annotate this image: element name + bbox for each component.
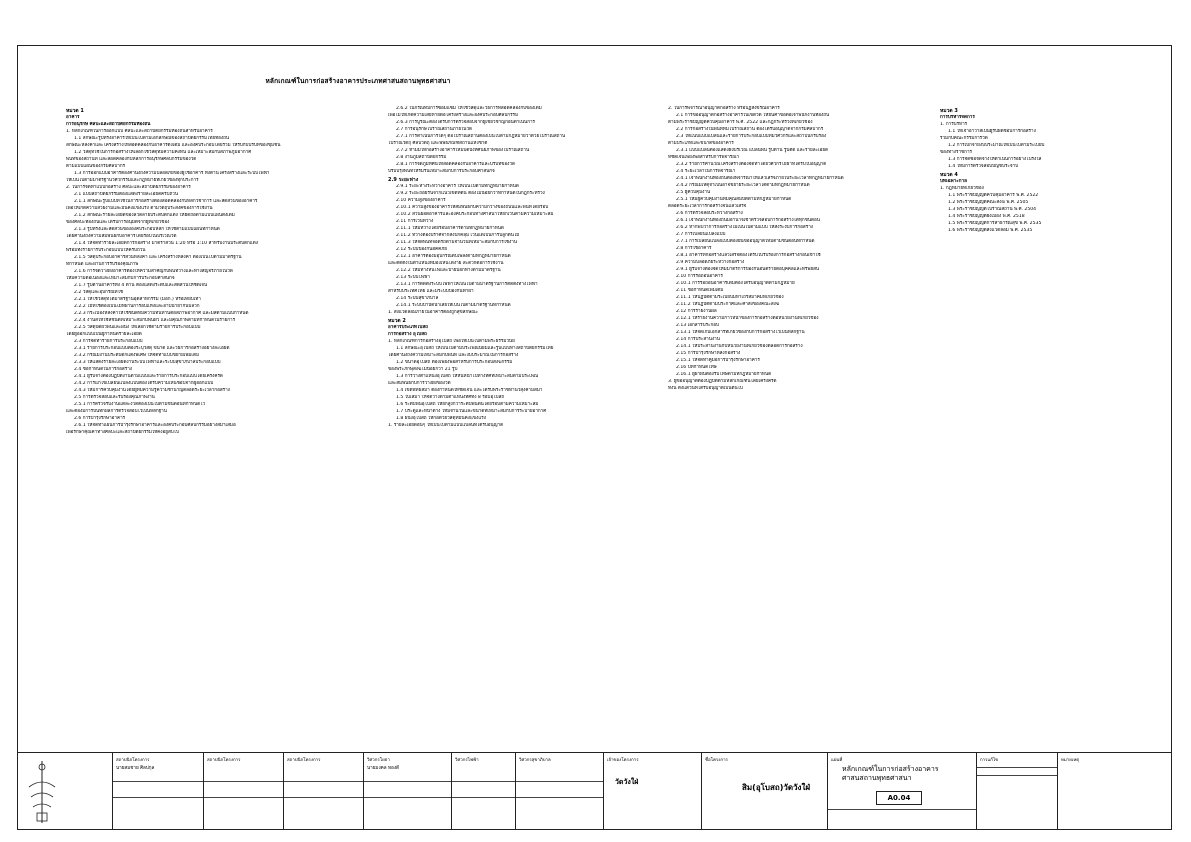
text-line: โดยคำนึงถึงความเหมาะสมกับพื้นที่ และงบประมาณในการก่อสร้าง (388, 353, 519, 359)
text-line: โดยคำนึงถึงความสัมพันธ์กับอาคารโดยรอบในบริเวณวัด (66, 234, 177, 239)
sheet-title: หลักเกณฑ์ในการก่อสร้างอาคาร ศาสนสถานพุทธศาสนา (842, 765, 939, 782)
text-line: 2.14 ระบบสุขาภิบาล (396, 296, 439, 302)
text-line: 2.3.3 ให้แสดงรายละเอียดงานระบบไฟฟ้าและระบบสุขาภิบาลประกอบแบบ (74, 360, 221, 365)
drawing-sheet (17, 45, 1172, 830)
text-line: ตามแบบแผนของกรมศิลปากร (66, 164, 126, 169)
text-line: 1.1 ลักษณะรูปทรงอาคารให้เป็นไปตามเอกลักษณ์ของสถาปัตยกรรมไทยท้องถิ่น (74, 136, 230, 141)
text-line: 1. หลักเกณฑ์การก่อสร้างอุโบสถ เพื่อให้เป็นไปตามพระธรรมวินัย (388, 339, 515, 345)
text-line: 2.8.1 การจัดภูมิทัศน์ให้สอดคล้องกับอาคารและบริบทของวัด (396, 162, 515, 167)
text-line: เพื่อให้เกิดความสวยงามและมั่นคงแข็งแรง ตามวัตถุประสงค์ของการใช้งาน (66, 206, 213, 211)
text-line: 2.11.1 ให้มีที่ว่างโดยรอบอาคารตามที่กฎหมายกำหนด (396, 226, 504, 232)
text-line: พร้อมทั้งรายการประกอบแบบให้ครบถ้วน (66, 248, 146, 253)
notes-cell: หมายเหตุ (1057, 753, 1172, 830)
text-line: 2.5.1 การตรวจรับงานแต่ละงวดต้องเป็นไปตามขั้นตอนที่กำหนดไว้ (74, 402, 206, 407)
text-column-3 (668, 106, 938, 393)
project-name: สิม(อุโบสถ)วัดวังใฝ่ (742, 783, 811, 792)
text-line: ที่ชัดเจนเพียงพอสำหรับการพิจารณา (668, 155, 740, 160)
text-line: 2.10 การรื้อถอนอาคาร (676, 274, 723, 279)
text-line: 2.9 ความปลอดภัยระหว่างก่อสร้าง (676, 260, 745, 265)
section-heading: หมวด 1 (66, 108, 84, 114)
text-line: 2.6.1 ให้จัดทำแผนการบำรุงรักษาอาคารและองค์ประกอบศิลปกรรมอย่างสม่ำเสมอ (74, 423, 236, 428)
text-line: 2.11.3 ให้จัดพื้นที่จอดรถตามจำนวนที่เหมาะสมกับการใช้งาน (396, 240, 518, 246)
section-heading: หมวด 2 (388, 318, 406, 325)
text-line: 1.6 พระราชบัญญัติสิ่งแวดล้อม พ.ศ. 2535 (948, 228, 1033, 234)
text-line: 1.4 ให้มีการตรวจสอบบัญชีประจำปี (948, 164, 1019, 169)
text-line: 2.7.1 การเปลี่ยนแปลงแบบต้องยื่นขออนุญาตใหม่ตามขั้นตอนที่กำหนด (676, 239, 815, 244)
text-line: 2.9.2 ระยะถอยร่นจากแนวเขตที่ดิน ต้องไม่น้อยกว่าที่กำหนดในกฎกระทรวง (396, 191, 545, 197)
text-line: 1.3 การออกแบบอาคารต้องคำนึงถึงความปลอดภัยของผู้ใช้อาคาร ทั้งด้านโครงสร้างและระบบไฟฟ้า (74, 171, 270, 176)
text-line: 2.5 การตรวจสอบและรับรองคุณภาพงาน (74, 395, 155, 400)
text-line: 2.15 การบำรุงรักษาหลังก่อสร้าง (676, 351, 741, 356)
text-line: 1.1 ลักษณะอุโบสถ ให้เป็นไปตามประเพณีนิยมและรูปแบบทางสถาปัตยกรรมไทย (396, 346, 554, 352)
text-line: 2.8.1 อาคารที่ก่อสร้างแล้วเสร็จต้องได้รับใบรับรองการก่อสร้างก่อนเข้าใช้ (676, 253, 821, 258)
text-line: 2.11.2 ให้ปฏิบัติตามประกาศและคำสั่งของคณะสงฆ์ (676, 302, 780, 307)
text-line: 2.2 การก่อสร้างในพื้นที่ที่มีโบราณสถาน ต้องได้รับอนุญาตจากกรมศิลปากร (676, 127, 824, 132)
text-line: 2.11.2 ที่ว่างต้องปราศจากสิ่งปกคลุม เว้นแต่เป็นการปลูกต้นไม้ (396, 233, 520, 239)
text-line: ให้เป็นไปตามมาตรฐานวิศวกรรมและกฎหมายที่เกี่ยวข้องทุกประการ (66, 178, 199, 183)
title-block (17, 752, 1172, 830)
text-line: 1.2 พระราชบัญญัติคณะสงฆ์ พ.ศ. 2505 (948, 200, 1029, 206)
section-heading: หมวด 3 (940, 108, 958, 114)
text-line: ลักษณะหลังคาและโครงสร้างให้สอดคล้องกับอาคารดั้งเดิม และองค์ประกอบโดยรวม ให้รับกับบริบทของชุมชน (66, 143, 281, 148)
text-line: 2.13.1 ให้จัดเก็บเอกสารที่เกี่ยวข้องกับการก่อสร้างไว้เป็นหลักฐาน (676, 330, 805, 335)
text-line: 2.10.2 ส่วนยอดอาคารและองค์ประกอบทางศาสนาให้ยกเว้นตามความเหมาะสม (396, 212, 554, 218)
text-line: 1.7 ประตูและหน้าต่าง ให้มีจำนวนและขนาดที่เหมาะสมกับการระบายอากาศ (396, 409, 547, 415)
text-line: 2.6 การตรวจสอบระหว่างก่อสร้าง (676, 211, 743, 216)
emblem-icon (21, 757, 63, 827)
text-line: อาคาร (66, 115, 80, 120)
text-line: ตามพระราชบัญญัติควบคุมอาคาร พ.ศ. 2522 และกฎกระทรวงที่เกี่ยวข้อง (668, 120, 813, 125)
text-line: ที่กำหนด และผ่านการรับรองคุณภาพ (66, 262, 139, 267)
text-line: 2.16.1 ผู้ฝ่าฝืนต้องรับโทษตามที่กฎหมายกำหนด (676, 372, 772, 377)
tb-cell-6: วิศวกรสุขาภิบาล (515, 753, 603, 830)
text-line: 1.2 การเบิกจ่ายงบประมาณให้เป็นไปตามระเบียบ (948, 143, 1045, 148)
text-line: 2.9.1 ระยะห่างระหว่างอาคาร ให้เป็นไปตามที่กฎหมายกำหนด (396, 184, 519, 190)
text-line: 2. ในการจัดทำแบบก่อสร้าง ศิลปะและสถาปัตยกรรมของอาคาร (66, 185, 191, 190)
text-line: โบราณวัตถุ ศิลปวัตถุ และพิพิธภัณฑสถานแห่งชาติ (388, 141, 488, 146)
text-line: ของทางราชการ (940, 150, 972, 155)
text-line: 2.1.5 วัสดุประกอบอาคารส่วนหลังคา และโครงสร้างหลังคา ต้องเป็นไปตามมาตรฐาน (74, 255, 242, 260)
text-line: ร่วมกับคณะกรรมการวัด (940, 136, 988, 141)
text-line: 2.14 การประสานงาน (676, 337, 720, 342)
text-line: และติดตั้งในตำแหน่งที่มองเห็นได้ง่าย สะดวกต่อการใช้งาน (388, 261, 504, 267)
tb-cell-5: วิศวกรไฟฟ้า (451, 753, 515, 830)
page-title: หลักเกณฑ์ในการก่อสร้างอาคารประเภทศาสนสถานพุทธศาสนา (265, 77, 451, 85)
section-heading: หมวด 4 (940, 172, 958, 179)
text-line: และสัมพันธ์กับการวางผังของวัด (388, 381, 451, 387)
text-line: 1.6 ระดับพื้นอุโบสถ ให้ยกสูงกว่าระดับพื้นดินโดยรอบตามความเหมาะสม (396, 402, 539, 408)
text-line: โดยผู้ออกแบบเป็นผู้กำหนดรายละเอียด (66, 332, 142, 337)
text-line: และต้องมีการบันทึกผลการตรวจสอบไว้เป็นหลักฐาน (66, 409, 167, 414)
text-line: 2.8 การใช้อาคาร (676, 246, 712, 251)
text-line: 2.13 เอกสารประกอบ (676, 323, 719, 328)
text-line: 2.3 การจัดทำรายการประกอบแบบ (74, 339, 143, 344)
text-line: 2.3 ให้แนบแบบแปลนและรายการประกอบแบบที่มีวิศวกรและสถาปนิกรับรอง (676, 134, 827, 139)
text-line: 1.8 ผนังอุโบสถ ให้ก่อด้วยวัสดุที่มั่นคงแข็งแรง (396, 416, 486, 422)
text-line: 2.4.2 การแก้ไขเปลี่ยนแปลงแบบต้องได้รับความเห็นชอบจากผู้ออกแบบ (74, 381, 214, 386)
text-line: การก่อสร้าง อุโบสถ (388, 332, 427, 338)
text-line: 2.15.1 ให้จัดทำคู่มือการบำรุงรักษาอาคาร (676, 358, 760, 363)
text-line: การอนุรักษ์ ศิลปะและสถาปัตยกรรมท้องถิ่น (66, 122, 151, 127)
text-line: 2.13.1 การติดตั้งระบบไฟฟ้าให้เป็นไปตามมาตรฐานการติดตั้งทางไฟฟ้า (396, 282, 538, 288)
text-line: ให้มีความต่อเนื่องและเหมาะสมกับการประกอบศาสนกิจ (66, 276, 175, 281)
tb-cell-2: สถาปนิกโครงการ (203, 753, 283, 830)
section-heading: 2.9 ระยะห่าง (388, 177, 419, 184)
text-line: 1. หลักเกณฑ์ในการออกแบบ ศิลปะและสถาปัตยกรรมท้องถิ่นสำหรับอาคาร (66, 129, 213, 134)
text-line: 2.3.2 กรณีมีงานประดับตกแต่งพิเศษ ให้จัดทำแบบขยายเพิ่มเติม (74, 353, 200, 358)
text-line: 2.2.5 วัสดุปิดผิวพื้นและผนัง ให้เลือกใช้ตามรายการประกอบแบบ (74, 325, 201, 330)
text-line: 2.6.2 หากพบว่าการก่อสร้างไม่เป็นไปตามแบบ ให้สั่งระงับการก่อสร้าง (676, 225, 814, 230)
text-line: 2.11 การเว้นที่ว่าง (396, 219, 434, 225)
text-line: 2.4.1 เจ้าพนักงานท้องถิ่นต้องพิจารณาให้แล้วเสร็จภายในระยะเวลาที่กฎหมายกำหนด (676, 176, 844, 181)
project-cell: ชื่อโครงการ สิม(อุโบสถ)วัดวังใฝ่ (701, 753, 827, 830)
text-line: 3. ผู้ขออนุญาตต้องปฏิบัติตามหลักเกณฑ์นี้โดยเคร่งครัด (668, 379, 777, 384)
text-line: เพื่อไม่ให้เกิดความเสียหายต่อโครงสร้างและองค์ประกอบศิลปกรรม (388, 113, 519, 118)
text-line: 2.4 ข้อกำหนดในการก่อสร้าง (74, 367, 133, 372)
text-line: 1.2 ขนาดอุโบสถ ต้องเพียงพอสำหรับการประกอบสังฆกรรม (396, 360, 513, 366)
text-line: 1.2 วัสดุที่ใช้ในการก่อสร้างให้เลือกใช้วัสดุที่มีความคงทน และเหมาะสมกับสภาพภูมิอากาศ (74, 150, 252, 155)
text-line: 1.1 พระราชบัญญัติควบคุมอาคาร พ.ศ. 2522 (948, 193, 1039, 199)
text-line: อาคารประเภทโบสถ์ (388, 325, 428, 331)
text-line: 2.1 แบบสถาปัตยกรรมต้องแสดงรายละเอียดครบถ้วน (74, 192, 179, 197)
text-line: 2.6.1 เจ้าพนักงานท้องถิ่นมีอำนาจเข้าตรวจสอบการก่อสร้างได้ทุกขั้นตอน (676, 218, 820, 223)
text-line: 1.1 ให้เจ้าอาวาสเป็นผู้รับผิดชอบการก่อสร้าง (948, 129, 1036, 134)
text-line: 2.10 ความสูงของอาคาร (396, 198, 446, 204)
text-line: 1.4 พระราชบัญญัติผังเมือง พ.ศ. 2518 (948, 214, 1025, 220)
text-line: 1.5 ใบเสมา ให้จัดวางตามตำแหน่งทิศทั้ง 8 รอบอุโบสถ (396, 395, 505, 401)
text-line: ตามประเภทและขนาดของอาคาร (668, 141, 734, 146)
text-line: 2.1.6 การจัดวางผังอาคารต้องให้ความสำคัญกับพื้นที่ว่างและทางสัญจรภายในวัด (74, 269, 233, 274)
text-line: 2.7.2 ห้ามมิให้ก่อสร้างอาคารใหม่บดบังทัศนียภาพของโบราณสถาน (396, 148, 530, 153)
temple-name: วัดวังใฝ่ (615, 778, 639, 786)
text-line: 2.2.4 งานสีให้ใช้สีชนิดที่เหมาะสมกับพื้นผิว และมีคุณภาพตามที่กำหนดในรายการ (74, 318, 236, 323)
text-line: ปรับปรุงพื้นที่ให้ร่มรื่นเหมาะสมกับการประกอบศาสนกิจ (388, 169, 495, 174)
tb-cell-3: สถาปนิกโครงการ (283, 753, 363, 830)
text-line: 1.3 การวางตำแหน่งอุโบสถ ให้หันหน้าไปทางทิศที่เหมาะสมตามประเพณี (396, 374, 539, 380)
text-line: บทเฉพาะกาล (940, 179, 967, 185)
text-line: 2.11.1 ให้ปฏิบัติตามระเบียบมหาเถรสมาคมที่เกี่ยวข้อง (676, 295, 784, 300)
text-line: 2.2.2 ไม้ที่ใช้ต้องเป็นไม้ที่ผ่านการอบแห้งและอาบน้ำยากันปลวก (74, 304, 200, 309)
sheet-code: A0.04 (876, 791, 922, 805)
text-line: ทั้งนี้ ตั้งแต่วันที่ได้รับอนุญาตเป็นต้นไป (668, 386, 743, 391)
sheet-title-cell: แผ่นที่ หลักเกณฑ์ในการก่อสร้างอาคาร ศาสนสถานพุทธศาสนา A0.04 (827, 753, 976, 830)
text-line: 2.10.1 การรื้อถอนอาคารเดิมต้องได้รับอนุญาตตามกฎหมาย (676, 281, 795, 286)
text-line: ตลอดระยะเวลาการก่อสร้างจนแล้วเสร็จ (668, 204, 747, 209)
text-line: 2.8 งานภูมิสถาปัตยกรรม (396, 155, 447, 160)
tb-cell-4: วิศวกรโยธา นายมงคล ทองดี (363, 753, 451, 830)
text-line: 1. กฎหมายที่เกี่ยวข้อง (940, 186, 984, 192)
text-line: 2.1.7 รูปด้านอาคารทั้ง 4 ด้าน ต้องแสดงระดับและสัดส่วนให้ชัดเจน (74, 283, 208, 288)
text-line: 2.2.1 ให้ใช้วัสดุที่ได้มาตรฐานอุตสาหกรรม (มอก.) หรือเทียบเท่า (74, 297, 201, 302)
text-line: 1.3 พระราชบัญญัติโบราณสถาน พ.ศ. 2504 (948, 207, 1037, 213)
text-line: ของพระภิกษุสงฆ์ไม่น้อยกว่า 21 รูป (388, 367, 458, 373)
text-line: 2.5 ผู้ควบคุมงาน (676, 190, 711, 195)
text-line: 2.10.1 ความสูงของอาคารให้สัมพันธ์กับความกว้างของถนนและพื้นที่โดยรอบ (396, 205, 549, 211)
text-line: 2.3.2 รายการคำนวณโครงสร้างต้องจัดทำโดยวิศวกรโยธาที่ได้รับใบอนุญาต (676, 162, 827, 167)
text-line: 2.12 การรายงานผล (676, 309, 717, 314)
text-line: 2.12.2 ให้มีทางหนีไฟและป้ายบอกทางตามมาตรฐาน (396, 268, 501, 274)
text-line: ของศิลปะท้องถิ่นและได้รับการอนุมัติจากผู้ที่เกี่ยวข้อง (66, 220, 170, 225)
text-line: 2.11 ข้อกำหนดเพิ่มเติม (676, 288, 724, 293)
text-column-1 (66, 106, 356, 437)
text-line: 1.4 เขตพัทธสีมา ต้องกำหนดให้ชัดเจน และได้รับพระราชทานวิสุงคามสีมา (396, 388, 543, 394)
text-line: สำหรับประเทศไทย และมีระบบป้องกันฟ้าผ่า (388, 289, 474, 295)
text-line: 2.2.3 กระเบื้องหลังคาให้ใช้ชนิดที่มีความทนทานต่อสภาพอากาศ และมีสีตามแบบกำหนด (74, 311, 249, 316)
text-line: 2.6.2 ในกรณีที่มีการซ่อมแซม ให้ใช้วัสดุและวิธีการที่สอดคล้องกับของเดิม (396, 106, 542, 111)
text-line: 2.4.3 ให้มีการควบคุมงานโดยผู้ที่มีความรู้ความชำนาญตลอดระยะเวลาก่อสร้าง (74, 388, 230, 393)
text-line: 2.1.1 ลักษณะรูปแบบที่ใช้ในการก่อสร้างต้องสอดคล้องกับหลักวิชาการ และสัดส่วนของอาคาร (74, 199, 258, 204)
owner-cell: เจ้าของโครงการ (603, 753, 701, 830)
text-line: 2.4 ระยะเวลาในการพิจารณา (676, 169, 736, 174)
text-line: 2.3.1 รายการประกอบแบบต้องระบุวัสดุ ขนาด และวิธีการก่อสร้างอย่างละเอียด (74, 346, 230, 351)
text-line: 2.13 ระบบไฟฟ้า (396, 275, 430, 281)
text-column-4 (940, 106, 1176, 235)
text-line: 2.1.4 ให้จัดทำรายละเอียดการก่อสร้าง มาตราส่วน 1:20 หรือ 1:10 สำหรับงานประดับตกแต่ง (74, 241, 258, 246)
text-line: 2.14.1 ระบบบำบัดน้ำเสียให้เป็นไปตามมาตรฐานที่กำหนด (396, 303, 511, 309)
text-line: 2.7 การอนุรักษ์โบราณสถานภายในวัด (396, 127, 473, 132)
text-line: 1. การบริหาร (940, 122, 968, 127)
text-line: 1. สิ่งแวดล้อมภายในอาคารต้องถูกสุขลักษณะ (388, 310, 479, 316)
text-line: 2.12.1 ให้รายงานความก้าวหน้าของการก่อสร้างต่อหน่วยงานที่เกี่ยวข้อง (676, 316, 819, 321)
revision-cell: การแก้ไข (976, 753, 1057, 830)
text-line: 2.5.1 ให้มีผู้ควบคุมงานที่มีคุณสมบัติตามที่กฎหมายกำหนด (676, 197, 792, 202)
text-line: 2.14.1 ให้ประสานงานกับหน่วยงานที่เกี่ยวข้องตลอดการก่อสร้าง (676, 344, 803, 349)
text-line: 2.12 ระบบป้องกันอัคคีภัย (396, 247, 447, 253)
text-line: 2.6.3 การบูรณะต้องได้รับการตรวจสอบจากผู้เชี่ยวชาญก่อนดำเนินการ (396, 120, 536, 125)
text-line: 1.5 พระราชบัญญัติการสาธารณสุข พ.ศ. 2535 (948, 221, 1042, 227)
tb-cell-1: สถาปนิกโครงการ นายสมชาย ศิลปกุล (112, 753, 203, 830)
text-line: 2.7 การเปลี่ยนแปลงแบบ (676, 232, 726, 237)
text-line: 2.1 การขออนุญาตก่อสร้างอาคารในเขตวัด ให้ยื่นคำขอต่อเจ้าพนักงานท้องถิ่น (676, 113, 830, 118)
text-line: 1.3 การจัดซื้อจัดจ้างให้ดำเนินการอย่างโปร่งใส (948, 157, 1042, 162)
text-line: 2. ในการพิจารณาอนุญาตก่อสร้าง หรือปฏิสังขรณ์อาคาร (668, 106, 780, 111)
text-line: 2.3.1 แบบแปลนต้องแสดงผังบริเวณ แปลนพื้น รูปด้าน รูปตัด และรายละเอียด (676, 148, 829, 153)
text-line: 2.4.2 กรณีมีเหตุจำเป็นอาจขยายระยะเวลาได้ตามที่กฎหมายกำหนด (676, 183, 810, 188)
text-line: เพื่อรักษาคุณค่าทางศิลปะและสถาปัตยกรรมให้คงอยู่สืบไป (66, 430, 179, 435)
text-line: พื้นที่ของสถานที่ และสอดคล้องกับหลักการอนุรักษ์ศิลปกรรมของวัด (66, 157, 197, 162)
text-line: การบริหารจัดการ (940, 115, 975, 120)
text-column-2 (388, 106, 653, 430)
logo-cell (17, 753, 112, 830)
text-line: 2.6 การบำรุงรักษาอาคาร (74, 416, 126, 421)
text-line: 2.1.3 รูปทรงและสัดส่วนขององค์ประกอบหลัก ให้ใช้ตามแบบแผนที่กำหนด (74, 227, 220, 232)
text-line: 2.2 วัสดุและอุปกรณ์ที่ใช้ (74, 290, 123, 295)
text-line: 2.16 บทกำหนดโทษ (676, 365, 717, 370)
text-line: 2.9.1 ผู้รับจ้างต้องจัดให้มีมาตรการป้องกันอันตรายต่อบุคคลและทรัพย์สิน (676, 267, 820, 272)
text-line: 1. รายละเอียดอื่นๆ ให้เป็นไปตามแบบแปลนที่ได้รับอนุญาต (388, 423, 504, 429)
text-line: 2.12.1 อาคารต้องมีอุปกรณ์ดับเพลิงตามที่กฎหมายกำหนด (396, 254, 511, 260)
text-line: 2.4.1 ผู้รับจ้างต้องปฏิบัติงานตามแบบและรายการประกอบแบบโดยเคร่งครัด (74, 374, 223, 379)
text-line: 2.1.2 ลักษณะรายละเอียดของลวดลายประดับตกแต่ง ให้ยึดถือตามแบบแผนดั้งเดิม (74, 213, 235, 218)
text-line: 2.7.1 การดำเนินการใดๆ ต่อโบราณสถานต้องเป็นไปตามกฎหมายว่าด้วยโบราณสถาน (396, 134, 566, 139)
